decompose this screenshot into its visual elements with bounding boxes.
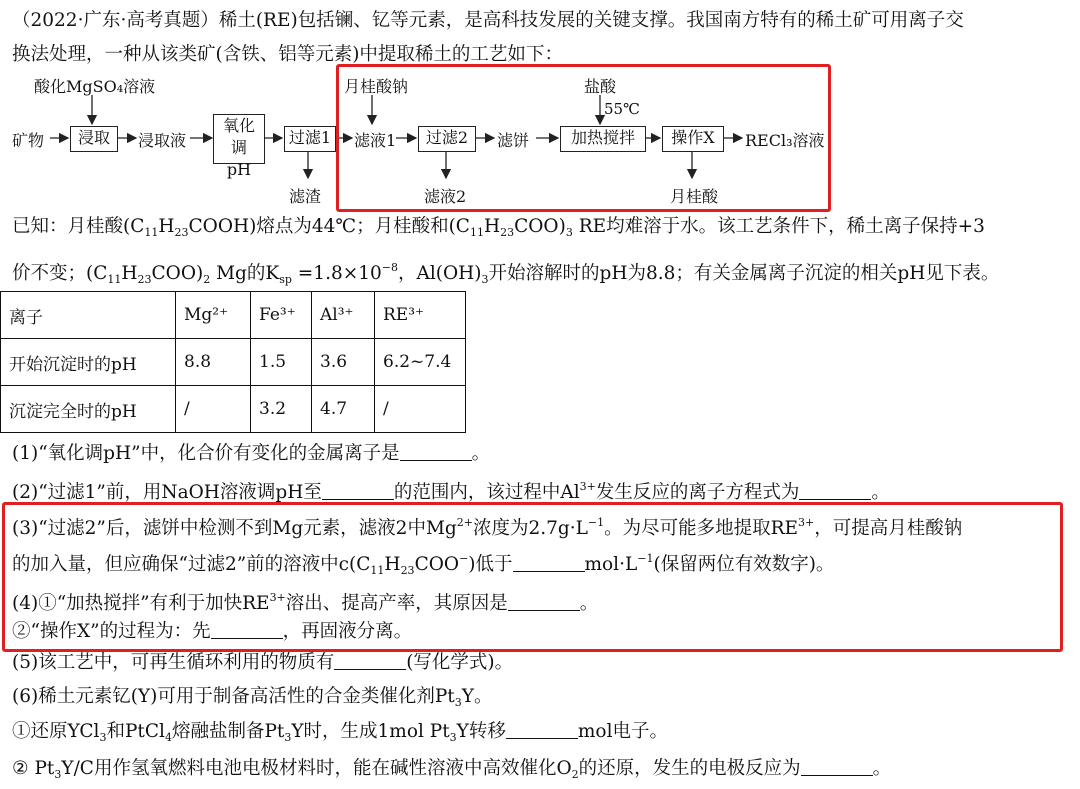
flow-filtrate2: 滤液2 bbox=[424, 187, 467, 206]
answer-blank[interactable] bbox=[801, 757, 873, 776]
answer-blank[interactable] bbox=[506, 720, 578, 739]
flow-leachate: 浸取液 bbox=[138, 131, 187, 150]
table-cell: 3.2 bbox=[251, 386, 312, 433]
answer-blank[interactable] bbox=[400, 442, 472, 461]
flow-temp: 55℃ bbox=[604, 100, 640, 118]
table-cell: Fe³⁺ bbox=[251, 292, 312, 339]
highlight-box-questions bbox=[2, 502, 1063, 652]
flow-opx-box: 操作X bbox=[662, 126, 724, 152]
flow-filter2-box: 过滤2 bbox=[418, 126, 476, 152]
flow-mineral: 矿物 bbox=[12, 131, 45, 150]
table-cell: 开始沉淀时的pH bbox=[1, 339, 176, 386]
table-cell: 8.8 bbox=[176, 339, 251, 386]
table-cell: Mg²⁺ bbox=[176, 292, 251, 339]
table-cell: 1.5 bbox=[251, 339, 312, 386]
question-1: (1)“氧化调pH”中，化合价有变化的金属离子是 。 bbox=[12, 443, 491, 464]
flow-filter1-box: 过滤1 bbox=[284, 126, 336, 152]
table-cell: 3.6 bbox=[312, 339, 375, 386]
flow-reagent: 酸化MgSO₄溶液 bbox=[34, 77, 156, 96]
table-cell: 沉淀完全时的pH bbox=[1, 386, 176, 433]
flow-heat-stir-box: 加热搅拌 bbox=[560, 126, 646, 152]
known-line-2: 价不变；$(C_{11}H_{23}COO)_2$ Mg的$K_{sp} =1.8\times 10^{-8}$，$Al(OH)_3$开始溶解时的pH为8.8；有关金属离子沉淀的相关pH见下表。 bbox=[12, 261, 1000, 286]
flow-filtrate1: 滤液1 bbox=[354, 131, 397, 150]
answer-blank[interactable] bbox=[322, 481, 394, 500]
table-cell: RE³⁺ bbox=[375, 292, 466, 339]
flow-lauric: 月桂酸 bbox=[670, 187, 719, 206]
answer-blank[interactable] bbox=[799, 481, 871, 500]
question-3-line-2: 的加入量，但应确保“过滤2”前的溶液中$c(C_{11}H_{23}COO^-)$低于 $mol\cdot L^{-1}$(保留两位有效数字)。 bbox=[12, 552, 835, 577]
question-2: (2)“过滤1”前，用NaOH溶液调pH至 的范围内，该过程中$Al^{3+}$发生反应的离子方程式为 。 bbox=[12, 480, 890, 503]
flow-oxidize-box: 氧化调pH bbox=[213, 114, 265, 164]
table-cell: / bbox=[176, 386, 251, 433]
table-cell: 4.7 bbox=[312, 386, 375, 433]
question-4-part-1: (4)①“加热搅拌”有利于加快$RE^{3+}$溶出、提高产率，其原因是 。 bbox=[12, 591, 599, 614]
question-6: (6)稀土元素钇(Y)可用于制备高活性的合金类催化剂$Pt_3Y$。 bbox=[12, 686, 493, 709]
table-cell: 6.2~7.4 bbox=[375, 339, 466, 386]
flow-laurate-na: 月桂酸钠 bbox=[344, 77, 409, 96]
table-row bbox=[1, 386, 466, 433]
answer-blank[interactable] bbox=[334, 651, 406, 670]
highlight-box-flow bbox=[336, 64, 831, 212]
question-6-part-1: ①还原YCl$_3$和PtCl$_4$熔融盐制备$Pt_3Y$时，生成1mol $Pt_3Y$转移 mol电子。 bbox=[12, 721, 668, 744]
flow-hcl: 盐酸 bbox=[584, 77, 617, 96]
question-4-part-2: ②“操作X”的过程为：先 ，再固液分离。 bbox=[12, 621, 413, 642]
question-3-line-1: (3)“过滤2”后，滤饼中检测不到Mg元素，滤液2中$Mg^{2+}$浓度为$2.7g\cdot L^{-1}$。为尽可能多地提取$RE^{3+}$，可提高月桂酸钠 bbox=[12, 516, 963, 539]
intro-line-2: 换法处理，一种从该类矿(含铁、铝等元素)中提取稀土的工艺如下： bbox=[12, 44, 563, 65]
table-cell: Al³⁺ bbox=[312, 292, 375, 339]
table-row bbox=[1, 339, 466, 386]
flow-cake: 滤饼 bbox=[497, 131, 530, 150]
precipitation-ph-table bbox=[0, 291, 466, 433]
flow-product: RECl₃溶液 bbox=[745, 131, 825, 150]
question-6-part-2: ② $Pt_3Y/C$用作氢氧燃料电池电极材料时，能在碱性溶液中高效催化$O_2$的还原，发生的电极反应为 。 bbox=[12, 758, 892, 781]
intro-line-1: （2022·广东·高考真题）稀土(RE)包括镧、钇等元素，是高科技发展的关键支撑。我国南方特有的稀土矿可用离子交 bbox=[12, 10, 964, 31]
flow-residue: 滤渣 bbox=[289, 187, 322, 206]
table-cell: / bbox=[375, 386, 466, 433]
table-row bbox=[1, 292, 466, 339]
table-cell: 离子 bbox=[1, 292, 176, 339]
known-line-1: 已知：月桂酸$(C_{11}H_{23}COOH)$熔点为44℃；月桂酸和$(C_{11}H_{23}COO)_3$ RE均难溶于水。该工艺条件下，稀土离子保持+3 bbox=[12, 216, 985, 239]
question-5: (5)该工艺中，可再生循环利用的物质有 (写化学式)。 bbox=[12, 652, 514, 673]
flow-leach-box: 浸取 bbox=[70, 126, 118, 152]
